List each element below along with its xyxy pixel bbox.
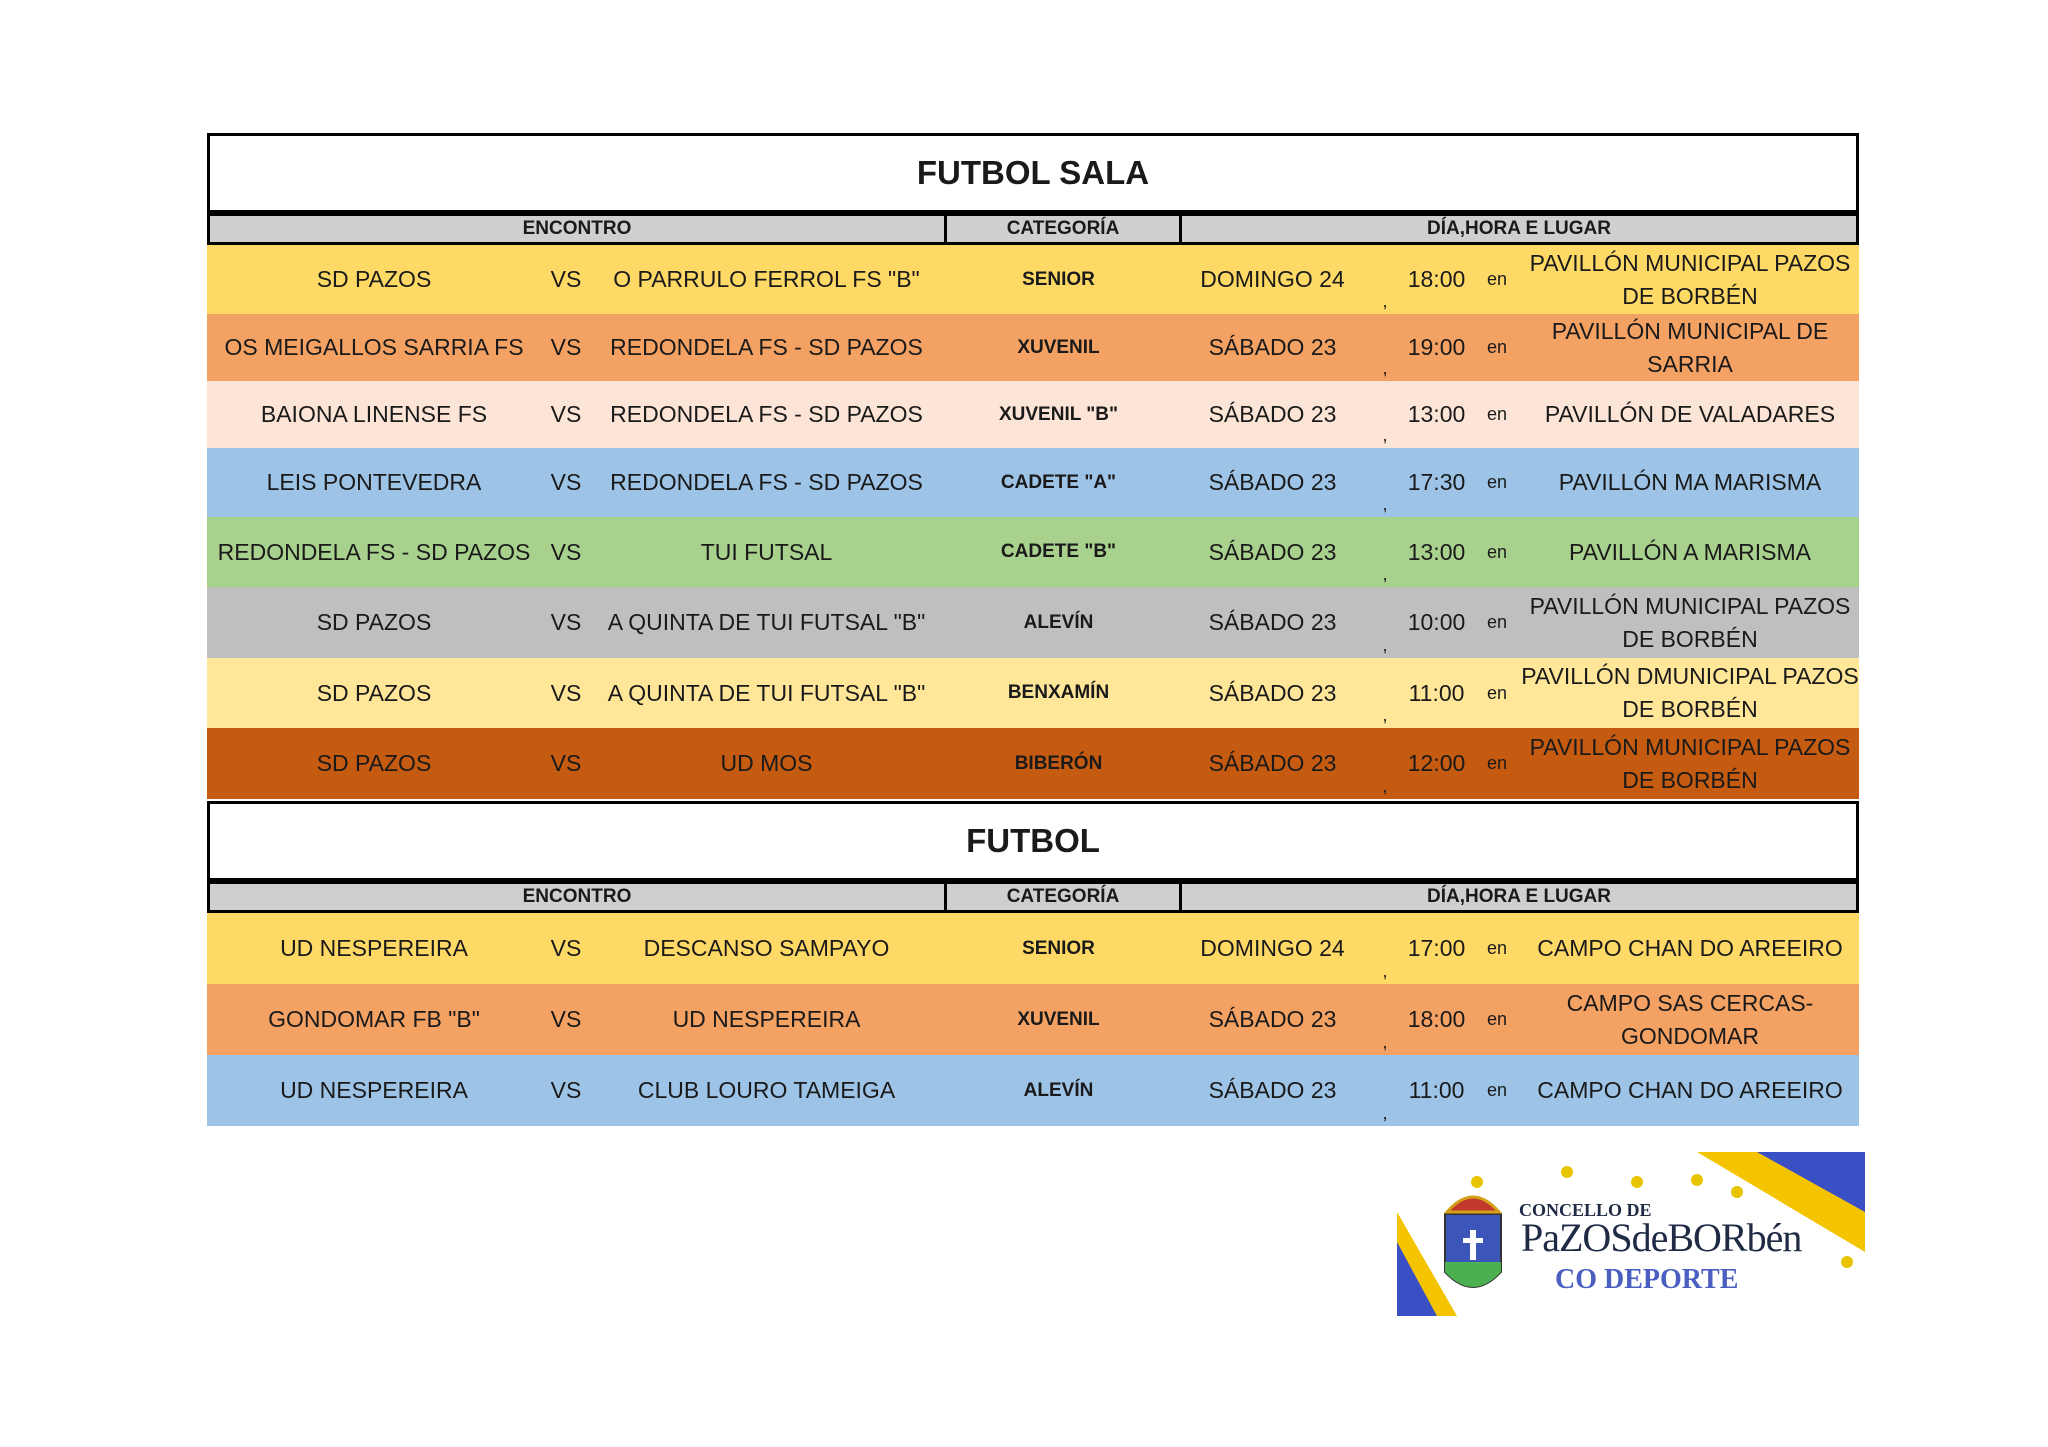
vs-label: VS — [550, 679, 582, 706]
concello-logo — [1397, 1152, 1865, 1316]
match-time: 19:00 — [1407, 334, 1466, 360]
match-day: SÁBADO 23 — [1208, 750, 1337, 776]
table-row — [207, 984, 1859, 1055]
venue: CAMPO CHAN DO AREEIRO — [1537, 935, 1843, 961]
separator-comma: , — [1382, 564, 1388, 584]
match-time: 13:00 — [1407, 538, 1466, 565]
vs-label: VS — [550, 538, 582, 565]
away-team: A QUINTA DE TUI FUTSAL "B" — [607, 679, 926, 706]
table-header — [207, 213, 1859, 245]
en-label: en — [1486, 541, 1508, 562]
match-day: SÁBADO 23 — [1208, 334, 1337, 360]
vs-label: VS — [550, 334, 582, 360]
match-day: SÁBADO 23 — [1208, 401, 1337, 427]
match-time: 10:00 — [1407, 609, 1466, 635]
table-row — [207, 381, 1859, 448]
table-row — [207, 658, 1859, 728]
venue: PAVILLÓN MUNICIPAL PAZOS DE BORBÉN — [1529, 249, 1851, 309]
en-label: en — [1486, 1080, 1508, 1100]
logo-line2: PaZOSdeBORbén — [1521, 1215, 1802, 1260]
home-team: SD PAZOS — [316, 609, 432, 635]
table-row — [207, 517, 1859, 587]
home-team: SD PAZOS — [316, 266, 432, 292]
away-team: CLUB LOURO TAMEIGA — [637, 1077, 896, 1103]
table-row — [207, 314, 1859, 381]
home-team: GONDOMAR FB "B" — [268, 1006, 480, 1032]
vs-label: VS — [550, 469, 582, 495]
logo-line3: CO DEPORTE — [1555, 1264, 1739, 1295]
match-time: 17:30 — [1407, 469, 1466, 495]
category: ALEVÍN — [1023, 611, 1094, 633]
category: XUVENIL — [1017, 1008, 1100, 1030]
home-team: UD NESPEREIRA — [280, 1077, 468, 1103]
vs-label: VS — [550, 935, 582, 961]
vs-label: VS — [550, 609, 582, 635]
venue: PAVILLÓN A MARISMA — [1568, 538, 1811, 565]
header-lugar: DÍA,HORA E LUGAR — [1426, 886, 1612, 907]
venue: PAVILLÓN MUNICIPAL DE SARRIA — [1551, 317, 1829, 377]
category: BENXAMÍN — [1007, 682, 1110, 703]
separator-comma: , — [1382, 1032, 1388, 1052]
vs-label: VS — [550, 266, 582, 292]
away-team: DESCANSO SAMPAYO — [643, 935, 890, 961]
venue: CAMPO CHAN DO AREEIRO — [1537, 1077, 1843, 1103]
match-time: 12:00 — [1407, 750, 1466, 776]
home-team: BAIONA LINENSE FS — [260, 401, 488, 427]
category: SENIOR — [1022, 937, 1095, 959]
category: BIBERÓN — [1014, 752, 1103, 774]
en-label: en — [1486, 337, 1508, 357]
match-day: SÁBADO 23 — [1208, 1077, 1337, 1103]
table-row — [207, 1055, 1859, 1126]
separator-comma: , — [1382, 635, 1388, 655]
section-title-futbol — [207, 801, 1859, 881]
header-categoria: CATEGORÍA — [947, 884, 1182, 910]
match-day: SÁBADO 23 — [1208, 538, 1337, 565]
category: XUVENIL "B" — [998, 403, 1119, 425]
away-team: TUI FUTSAL — [700, 538, 833, 565]
header-lugar: DÍA,HORA E LUGAR — [1426, 218, 1612, 239]
home-team: UD NESPEREIRA — [280, 935, 468, 961]
en-label: en — [1486, 682, 1508, 703]
venue: PAVILLÓN MA MARISMA — [1558, 469, 1822, 495]
en-label: en — [1486, 472, 1508, 492]
en-label: en — [1486, 612, 1508, 632]
match-time: 11:00 — [1408, 679, 1465, 706]
venue: PAVILLÓN MUNICIPAL PAZOS DE BORBÉN — [1529, 592, 1851, 652]
separator-comma: , — [1382, 425, 1388, 445]
table-row — [207, 728, 1859, 799]
table-header — [207, 881, 1859, 913]
table-row — [207, 448, 1859, 517]
separator-comma: , — [1382, 358, 1388, 378]
en-label: en — [1486, 938, 1508, 958]
table-row — [207, 245, 1859, 314]
home-team: SD PAZOS — [316, 679, 432, 706]
section-title-text: FUTBOL — [966, 822, 1100, 859]
separator-comma: , — [1382, 494, 1388, 514]
away-team: UD NESPEREIRA — [672, 1006, 861, 1032]
match-time: 18:00 — [1407, 1006, 1466, 1032]
home-team: REDONDELA FS - SD PAZOS — [217, 538, 531, 565]
vs-label: VS — [550, 401, 582, 427]
en-label: en — [1486, 1009, 1508, 1029]
away-team: A QUINTA DE TUI FUTSAL "B" — [607, 609, 926, 635]
category: ALEVÍN — [1023, 1079, 1094, 1101]
en-label: en — [1486, 753, 1508, 773]
home-team: LEIS PONTEVEDRA — [266, 469, 482, 495]
separator-comma: , — [1382, 1103, 1388, 1123]
en-label: en — [1486, 404, 1508, 424]
separator-comma: , — [1382, 705, 1388, 725]
away-team: REDONDELA FS - SD PAZOS — [610, 469, 923, 495]
away-team: REDONDELA FS - SD PAZOS — [610, 401, 923, 427]
match-time: 18:00 — [1407, 266, 1466, 292]
match-day: DOMINGO 24 — [1200, 266, 1345, 292]
home-team: OS MEIGALLOS SARRIA FS — [224, 334, 524, 360]
category: XUVENIL — [1017, 336, 1100, 358]
en-label: en — [1486, 269, 1508, 289]
logo-line1: CONCELLO DE — [1519, 1200, 1652, 1220]
venue: PAVILLÓN DMUNICIPAL PAZOS DE BORBÉN — [1521, 663, 1859, 722]
vs-label: VS — [550, 1077, 582, 1103]
match-day: SÁBADO 23 — [1208, 469, 1337, 495]
match-day: DOMINGO 24 — [1200, 935, 1345, 961]
home-team: SD PAZOS — [316, 750, 432, 776]
match-day: SÁBADO 23 — [1208, 609, 1337, 635]
match-day: SÁBADO 23 — [1208, 679, 1337, 706]
section-title-text: FUTBOL SALA — [916, 154, 1150, 191]
venue: PAVILLÓN DE VALADARES — [1544, 401, 1836, 427]
header-encontro: ENCONTRO — [210, 216, 947, 242]
category: CADETE "B" — [1000, 541, 1117, 562]
separator-comma: , — [1382, 291, 1388, 311]
vs-label: VS — [550, 750, 582, 776]
separator-comma: , — [1382, 776, 1388, 796]
table-row — [207, 587, 1859, 658]
venue: CAMPO SAS CERCAS-GONDOMAR — [1566, 989, 1814, 1049]
match-time: 11:00 — [1408, 1077, 1465, 1103]
category: CADETE "A" — [1000, 471, 1117, 493]
vs-label: VS — [550, 1006, 582, 1032]
separator-comma: , — [1382, 961, 1388, 981]
match-time: 13:00 — [1407, 401, 1466, 427]
away-team: O PARRULO FERROL FS "B" — [613, 266, 920, 292]
category: SENIOR — [1022, 268, 1095, 290]
venue: PAVILLÓN MUNICIPAL PAZOS DE BORBÉN — [1529, 733, 1851, 793]
match-day: SÁBADO 23 — [1208, 1006, 1337, 1032]
table-row — [207, 913, 1859, 984]
away-team: UD MOS — [720, 750, 813, 776]
header-categoria: CATEGORÍA — [947, 216, 1182, 242]
match-time: 17:00 — [1407, 935, 1466, 961]
header-encontro: ENCONTRO — [210, 884, 947, 910]
away-team: REDONDELA FS - SD PAZOS — [610, 334, 923, 360]
section-title-futbol-sala — [207, 133, 1859, 213]
